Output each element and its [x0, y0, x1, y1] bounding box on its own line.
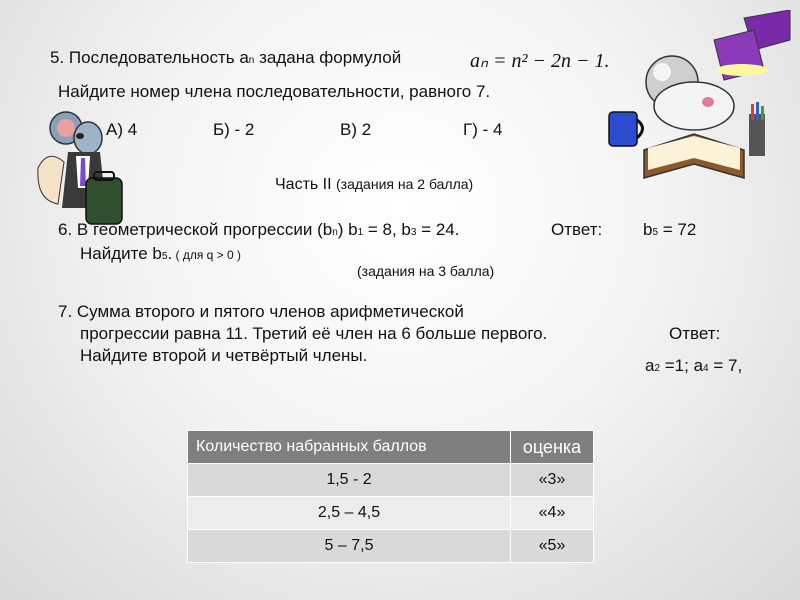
task6-line2-end: . [167, 244, 173, 263]
task6-text-c: = 8, b [363, 220, 411, 239]
task7-answer [645, 356, 742, 376]
task5-formula: aₙ = n² − 2n − 1. [470, 50, 610, 72]
table-header-row [188, 431, 594, 464]
points-cell: 1,5 - 2 [188, 464, 511, 497]
header-points: Количество набранных баллов [188, 431, 511, 464]
task7-ans-sub2: 2 [654, 363, 661, 374]
task6-line2-sub: 5 [161, 251, 168, 262]
task6-text-b: ) b [337, 220, 358, 239]
grade-cell: «4» [511, 497, 594, 530]
task6-answer [643, 220, 696, 240]
task7-ans-a: а [645, 356, 655, 375]
task6-answer-sub: 5 [652, 227, 659, 238]
part2-note: (задания на 2 балла) [336, 176, 474, 192]
task7-answer-label: Ответ: [669, 324, 721, 343]
part2-title: Часть II [275, 176, 332, 193]
option-b: Б) - 2 [213, 120, 255, 139]
task6-sub-1: 1 [357, 227, 364, 238]
task5-text-after: задана формулой [254, 48, 402, 67]
table-row [188, 464, 594, 497]
task5-question: Найдите номер члена последовательности, равного 7. [58, 82, 491, 101]
points-cell: 2,5 – 4,5 [188, 497, 511, 530]
option-a: А) 4 [106, 120, 138, 139]
table-row [188, 530, 594, 563]
task6-line2 [80, 244, 241, 264]
task7-line1: 7. Сумма второго и пятого членов арифметической [58, 302, 464, 321]
points-cell: 5 – 7,5 [188, 530, 511, 563]
task5-text: 5. Последовательность а [50, 48, 249, 67]
task6-line1 [58, 220, 459, 240]
grade-cell: «5» [511, 530, 594, 563]
task7-ans-mid: =1; а [660, 356, 704, 375]
study-mouse-illustration [604, 10, 794, 192]
part3-note: (задания на 3 балла) [357, 263, 495, 279]
part2-heading [275, 176, 473, 194]
task7-ans-sub4: 4 [703, 363, 709, 374]
option-v: В) 2 [340, 120, 372, 139]
task6-sub-3: 3 [410, 227, 417, 238]
grading-table [187, 430, 594, 563]
task6-sub-n: n [332, 227, 338, 238]
task6-condition: ( для q > 0 ) [172, 248, 242, 262]
option-g: Г) - 4 [463, 120, 503, 139]
task6-answer-label: Ответ: [551, 220, 603, 239]
task7-ans-end: = 7, [708, 356, 743, 375]
header-grade: оценка [511, 431, 594, 464]
task7-line3: Найдите второй и четвёртый члены. [80, 346, 368, 365]
task6-line2-text: Найдите b [80, 244, 162, 263]
task6-answer-value: = 72 [658, 220, 697, 239]
task6-text-d: = 24. [416, 220, 460, 239]
task7-line2: прогрессии равна 11. Третий её член на 6 больше первого. [80, 324, 548, 343]
task6-answer-b: b [643, 220, 653, 239]
task5-statement [50, 48, 401, 68]
task6-text-a: 6. В геометрической прогрессии (b [58, 220, 333, 239]
grade-cell: «3» [511, 464, 594, 497]
table-row [188, 497, 594, 530]
task5-sub-n: n [248, 55, 255, 66]
